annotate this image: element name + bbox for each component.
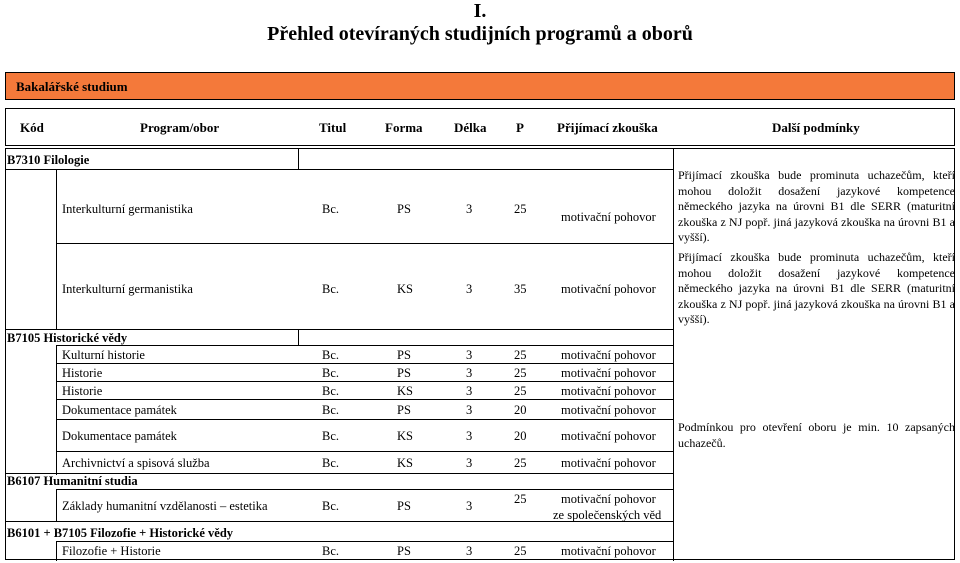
program-p: 25	[514, 202, 527, 216]
program-zkouska-line2: ze společenských věd	[553, 508, 662, 522]
table-header	[5, 108, 955, 146]
program-titul: Bc.	[322, 348, 340, 362]
program-forma: KS	[397, 429, 413, 443]
group-code: B7310 Filologie	[7, 153, 90, 167]
program-zkouska: motivační pohovor	[561, 348, 656, 362]
program-titul: Bc.	[322, 403, 340, 417]
program-p: 25	[514, 456, 527, 470]
program-name: Interkulturní germanistika	[62, 282, 193, 296]
program-zkouska: motivační pohovor	[561, 544, 656, 558]
section-number: I.	[473, 0, 487, 22]
program-titul: Bc.	[322, 282, 340, 296]
program-zkouska: motivační pohovor	[561, 492, 656, 506]
group-code: B6101 + B7105 Filozofie + Historické vědy	[7, 526, 234, 540]
program-name: Historie	[62, 366, 103, 380]
section-banner	[5, 72, 955, 100]
col-program: Program/obor	[140, 120, 220, 135]
program-p: 35	[514, 282, 527, 296]
program-forma: KS	[397, 456, 413, 470]
program-name: Dokumentace památek	[62, 403, 177, 417]
program-delka: 3	[466, 202, 473, 216]
section-banner-label: Bakalářské studium	[16, 79, 128, 94]
program-p: 25	[514, 348, 527, 362]
program-delka: 3	[466, 348, 473, 362]
program-name: Interkulturní germanistika	[62, 202, 193, 216]
program-p: 25	[514, 384, 527, 398]
program-delka: 3	[466, 384, 473, 398]
program-titul: Bc.	[322, 456, 340, 470]
program-zkouska: motivační pohovor	[561, 210, 656, 224]
program-titul: Bc.	[322, 499, 340, 513]
program-name: Historie	[62, 384, 103, 398]
program-zkouska: motivační pohovor	[561, 384, 656, 398]
program-delka: 3	[466, 456, 473, 470]
program-zkouska: motivační pohovor	[561, 366, 656, 380]
col-p: P	[516, 120, 524, 135]
col-titul: Titul	[319, 120, 347, 135]
program-delka: 3	[466, 282, 473, 296]
program-titul: Bc.	[322, 429, 340, 443]
program-forma: PS	[397, 403, 411, 417]
col-dalsi: Další podmínky	[772, 120, 860, 135]
col-delka: Délka	[454, 120, 487, 135]
program-p: 25	[514, 366, 527, 380]
program-forma: PS	[397, 366, 411, 380]
program-titul: Bc.	[322, 202, 340, 216]
group-code: B7105 Historické vědy	[7, 331, 128, 345]
program-delka: 3	[466, 366, 473, 380]
program-delka: 3	[466, 429, 473, 443]
group-code: B6107 Humanitní studia	[7, 474, 138, 488]
page-title: Přehled otevíraných studijních programů a oborů	[267, 23, 693, 45]
program-p: 20	[514, 429, 527, 443]
col-forma: Forma	[385, 120, 423, 135]
program-zkouska: motivační pohovor	[561, 429, 656, 443]
program-name: Dokumentace památek	[62, 429, 177, 443]
program-name: Základy humanitní vzdělanosti – estetika	[62, 499, 268, 513]
program-delka: 3	[466, 403, 473, 417]
program-name: Kulturní historie	[62, 348, 145, 362]
program-delka: 3	[466, 499, 473, 513]
note-germanistika-ps: Přijímací zkouška bude prominuta uchazečům, kteří mohou doložit dosažení jazykové kompetence německého jazyka na úrovni B1 dle SERR (maturitní zkouška z NJ popř. jiná jazyková zkouška na úrovni B1 a vyšší).	[678, 168, 955, 245]
program-forma: KS	[397, 282, 413, 296]
program-zkouska: motivační pohovor	[561, 456, 656, 470]
note-germanistika-ks: Přijímací zkouška bude prominuta uchazečům, kteří mohou doložit dosažení jazykové kompetence německého jazyka na úrovni B1 dle SERR (maturitní zkouška z NJ popř. jiná jazyková zkouška na úrovni B1 a vyšší).	[678, 250, 955, 327]
program-p: 25	[514, 492, 527, 506]
program-titul: Bc.	[322, 384, 340, 398]
program-p: 20	[514, 403, 527, 417]
program-name: Filozofie + Historie	[62, 544, 161, 558]
col-kod: Kód	[20, 120, 44, 135]
program-forma: PS	[397, 544, 411, 558]
program-titul: Bc.	[322, 544, 340, 558]
program-forma: KS	[397, 384, 413, 398]
col-zkouska: Přijímací zkouška	[557, 120, 658, 135]
program-forma: PS	[397, 202, 411, 216]
program-name: Archivnictví a spisová služba	[62, 456, 210, 470]
program-p: 25	[514, 544, 527, 558]
program-zkouska: motivační pohovor	[561, 403, 656, 417]
program-zkouska: motivační pohovor	[561, 282, 656, 296]
program-delka: 3	[466, 544, 473, 558]
program-forma: PS	[397, 499, 411, 513]
note-dokumentace-ks: Podmínkou pro otevření oboru je min. 10 zapsaných uchazečů.	[678, 420, 955, 450]
program-forma: PS	[397, 348, 411, 362]
program-titul: Bc.	[322, 366, 340, 380]
